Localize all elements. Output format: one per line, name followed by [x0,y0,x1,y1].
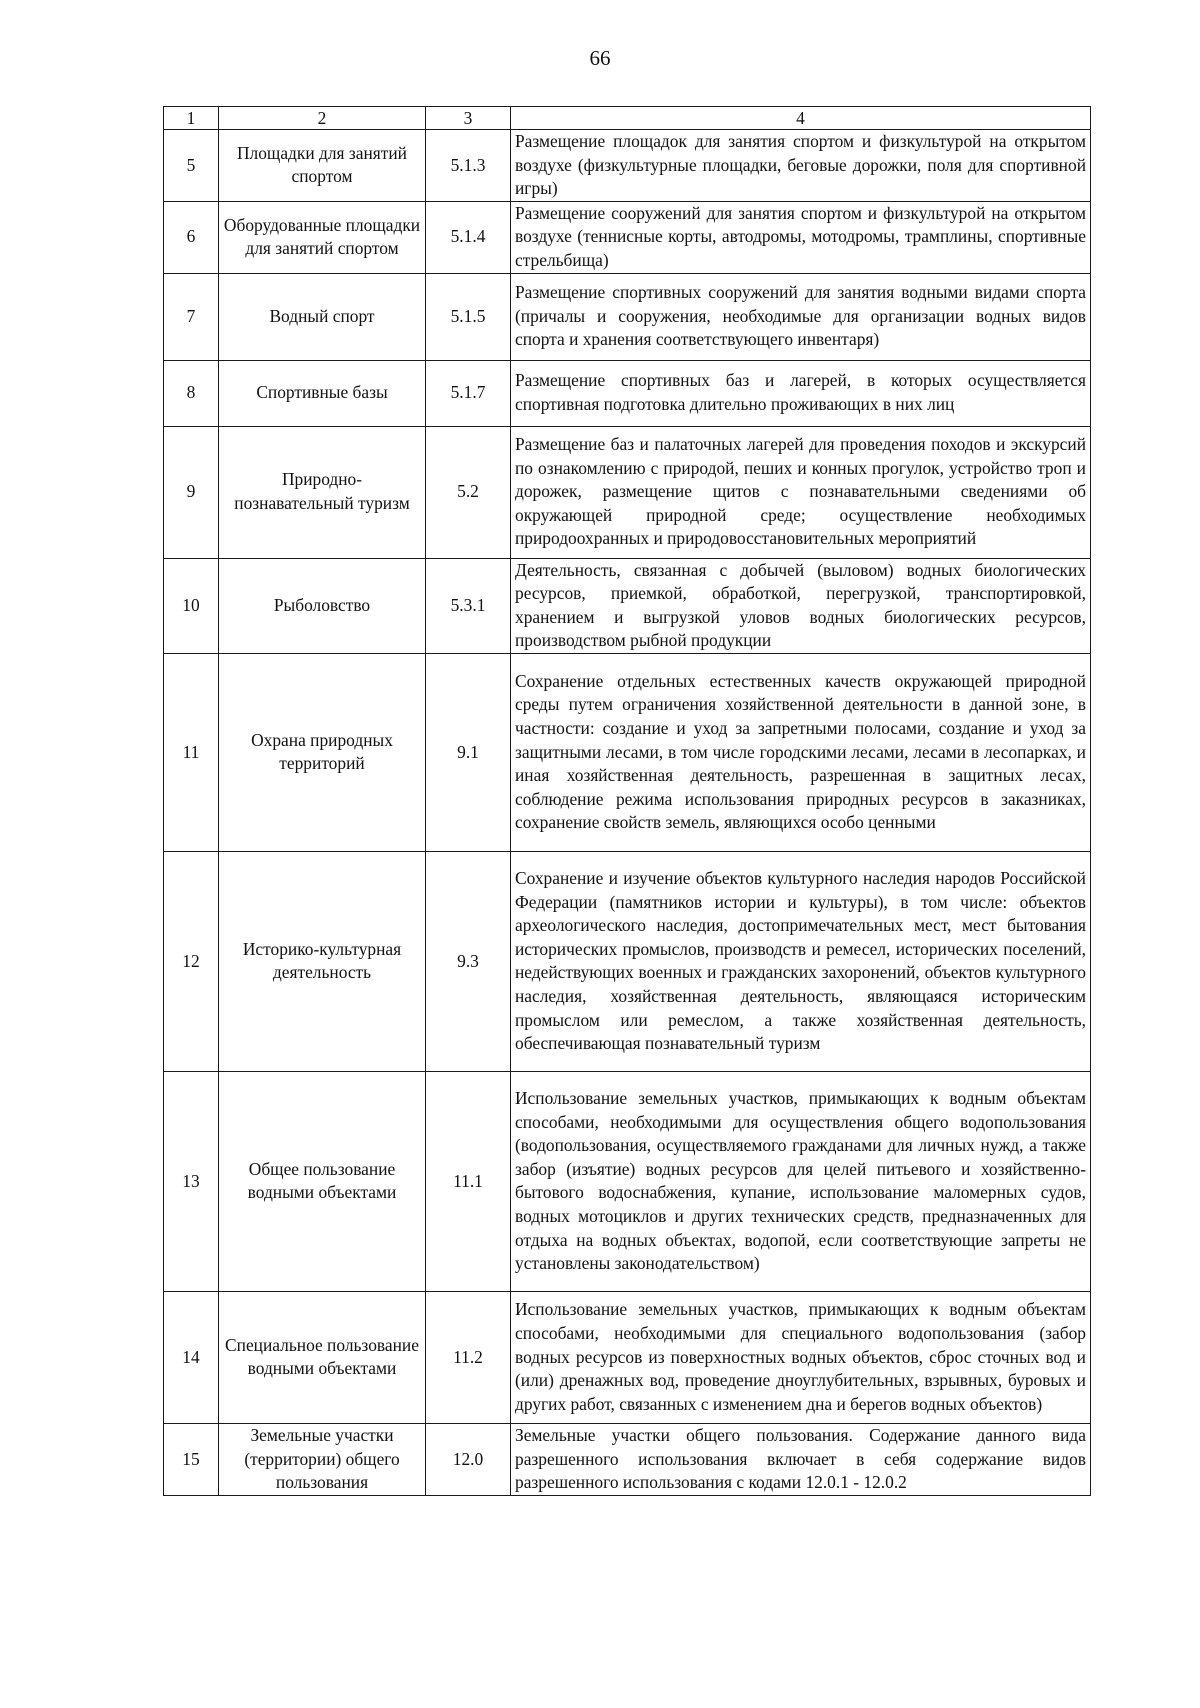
header-col-2: 2 [219,107,426,130]
land-use-code: 11.1 [426,1071,511,1291]
land-use-code: 11.2 [426,1291,511,1423]
land-use-name: Водный спорт [219,273,426,360]
land-use-description: Сохранение отдельных естественных качеств окружающей природной среды путем ограничения хозяйственной деятельности в данной зоне, в частности: создание и уход за запретными полосами, создание и уход за защитными лесами, в том числе городскими лесами, лесами в лесопарках, и иная хозяйственная деятельность, разрешенная в защитных лесах, соблюдение режима использования природных ресурсов в заказниках, сохранение свойств земель, являющихся особо ценными [511,653,1091,851]
table-row [164,558,1091,653]
land-use-name: Природно-познавательный туризм [219,426,426,558]
table-header-row [164,107,1091,130]
land-use-code: 9.1 [426,653,511,851]
row-number: 14 [164,1291,219,1423]
table-row [164,426,1091,558]
table-row [164,1423,1091,1495]
land-use-name: Рыболовство [219,558,426,653]
land-use-description: Размещение сооружений для занятия спортом и физкультурой на открытом воздухе (теннисные корты, автодромы, мотодромы, трамплины, спортивные стрельбища) [511,201,1091,273]
table-row [164,201,1091,273]
land-use-description: Деятельность, связанная с добычей (выловом) водных биологических ресурсов, приемкой, обработкой, перегрузкой, транспортировкой, хранением и выгрузкой уловов водных биологических ресурсов, производством рыбной продукции [511,558,1091,653]
land-use-description: Использование земельных участков, примыкающих к водным объектам способами, необходимыми для специального водопользования (забор водных ресурсов из поверхностных водных объектов, сброс сточных вод и (или) дренажных вод, проведение дноуглубительных, взрывных, буровых и других работ, связанных с изменением дна и берегов водных объектов) [511,1291,1091,1423]
land-use-description: Размещение спортивных баз и лагерей, в которых осуществляется спортивная подготовка длительно проживающих в них лиц [511,360,1091,426]
land-use-code: 12.0 [426,1423,511,1495]
land-use-name: Спортивные базы [219,360,426,426]
land-use-code: 5.1.5 [426,273,511,360]
land-use-name: Площадки для занятий спортом [219,130,426,202]
table-row [164,1291,1091,1423]
land-use-description: Сохранение и изучение объектов культурного наследия народов Российской Федерации (памятников истории и культуры), в том числе: объектов археологического наследия, достопримечательных мест, мест бытования исторических промыслов, производств и ремесел, исторических поселений, недействующих военных и гражданских захоронений, объектов культурного наследия, хозяйственная деятельность, являющаяся историческим промыслом или ремеслом, а также хозяйственная деятельность, обеспечивающая познавательный туризм [511,851,1091,1071]
header-col-3: 3 [426,107,511,130]
table-body [164,130,1091,1496]
land-use-name: Общее пользование водными объектами [219,1071,426,1291]
table-row [164,130,1091,202]
land-use-description: Использование земельных участков, примыкающих к водным объектам способами, необходимыми для осуществления общего водопользования (водопользования, осуществляемого гражданами для личных нужд, а также забор (изъятие) водных ресурсов для целей питьевого и хозяйственно-бытового водоснабжения, купание, использование маломерных судов, водных мотоциклов и других технических средств, предназначенных для отдыха на водных объектах, водопой, если соответствующие запреты не установлены законодательством) [511,1071,1091,1291]
land-use-code: 9.3 [426,851,511,1071]
row-number: 5 [164,130,219,202]
land-use-name: Охрана природных территорий [219,653,426,851]
table-row [164,360,1091,426]
land-use-name: Земельные участки (территории) общего пользования [219,1423,426,1495]
page-number: 66 [589,46,611,70]
land-use-table [163,106,1091,1496]
land-use-description: Земельные участки общего пользования. Содержание данного вида разрешенного использования включает в себя содержание видов разрешенного использования с кодами 12.0.1 - 12.0.2 [511,1423,1091,1495]
row-number: 13 [164,1071,219,1291]
land-use-description: Размещение площадок для занятия спортом и физкультурой на открытом воздухе (физкультурные площадки, беговые дорожки, поля для спортивной игры) [511,130,1091,202]
row-number: 11 [164,653,219,851]
row-number: 6 [164,201,219,273]
land-use-code: 5.2 [426,426,511,558]
row-number: 15 [164,1423,219,1495]
header-col-1: 1 [164,107,219,130]
row-number: 9 [164,426,219,558]
land-use-name: Оборудованные площадки для занятий спортом [219,201,426,273]
land-use-code: 5.3.1 [426,558,511,653]
land-use-code: 5.1.7 [426,360,511,426]
row-number: 10 [164,558,219,653]
land-use-code: 5.1.3 [426,130,511,202]
land-use-name: Историко-культурная деятельность [219,851,426,1071]
row-number: 8 [164,360,219,426]
table-row [164,1071,1091,1291]
table-row [164,273,1091,360]
row-number: 7 [164,273,219,360]
table-row [164,653,1091,851]
row-number: 12 [164,851,219,1071]
land-use-description: Размещение спортивных сооружений для занятия водными видами спорта (причалы и сооружения, необходимые для организации водных видов спорта и хранения соответствующего инвентаря) [511,273,1091,360]
header-col-4: 4 [511,107,1091,130]
land-use-code: 5.1.4 [426,201,511,273]
land-use-name: Специальное пользование водными объектами [219,1291,426,1423]
land-use-description: Размещение баз и палаточных лагерей для проведения походов и экскурсий по ознакомлению с природой, пеших и конных прогулок, устройство троп и дорожек, размещение щитов с познавательными сведениями об окружающей природной среде; осуществление необходимых природоохранных и природовосстановительных мероприятий [511,426,1091,558]
table-row [164,851,1091,1071]
